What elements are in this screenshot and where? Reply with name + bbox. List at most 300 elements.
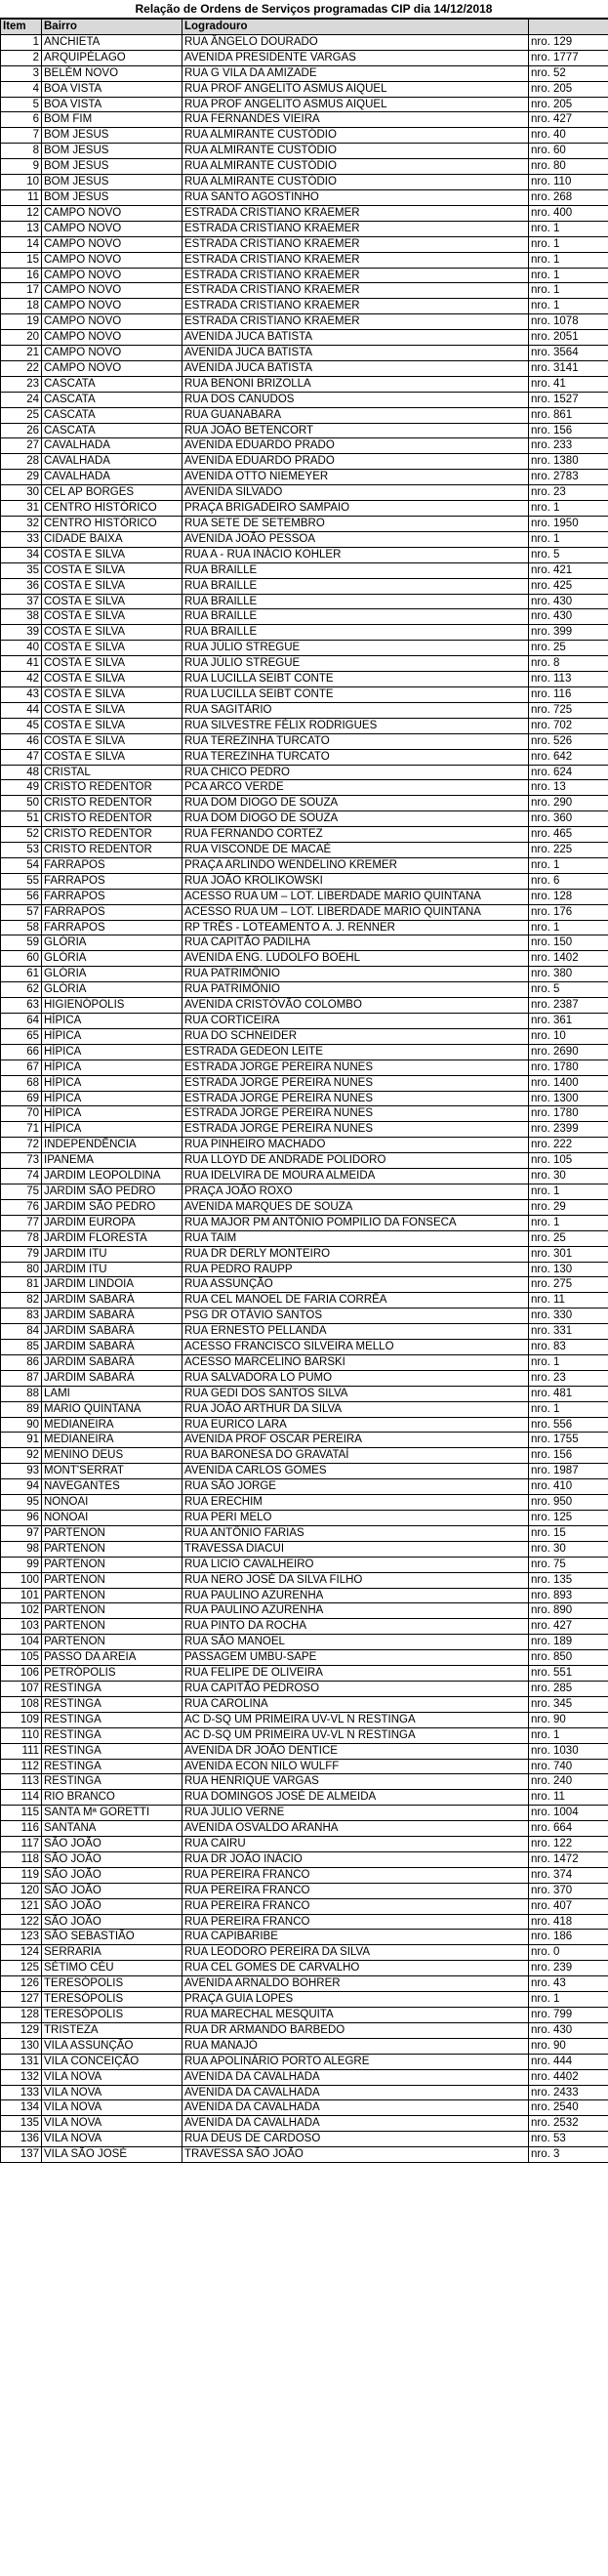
cell-bairro[interactable]: BOM JESUS xyxy=(42,189,182,205)
cell-item[interactable]: 40 xyxy=(1,641,42,656)
cell-item[interactable]: 73 xyxy=(1,1153,42,1169)
cell-numero[interactable]: nro. 0 xyxy=(529,1945,608,1961)
cell-bairro[interactable]: CAVALHADA xyxy=(42,438,182,454)
cell-numero[interactable]: nro. 1755 xyxy=(529,1433,608,1448)
cell-bairro[interactable]: HÍPICA xyxy=(42,1091,182,1106)
header-bairro[interactable]: Bairro xyxy=(42,20,182,35)
cell-bairro[interactable]: HÍPICA xyxy=(42,1106,182,1122)
cell-numero[interactable]: nro. 345 xyxy=(529,1696,608,1712)
cell-bairro[interactable]: SÃO JOÃO xyxy=(42,1851,182,1867)
cell-item[interactable]: 36 xyxy=(1,578,42,594)
cell-bairro[interactable]: VILA ASSUNÇÃO xyxy=(42,2038,182,2054)
cell-item[interactable]: 58 xyxy=(1,920,42,935)
cell-numero[interactable]: nro. 10 xyxy=(529,1028,608,1044)
cell-item[interactable]: 109 xyxy=(1,1712,42,1727)
cell-logradouro[interactable]: RUA ERNESTO PELLANDA xyxy=(182,1324,529,1340)
cell-item[interactable]: 55 xyxy=(1,873,42,889)
cell-numero[interactable]: nro. 1 xyxy=(529,531,608,547)
cell-logradouro[interactable]: AVENIDA ECON NILO WULFF xyxy=(182,1759,529,1774)
cell-bairro[interactable]: CIDADE BAIXA xyxy=(42,531,182,547)
cell-numero[interactable]: nro. 407 xyxy=(529,1898,608,1914)
cell-numero[interactable]: nro. 1 xyxy=(529,252,608,268)
cell-bairro[interactable]: BOA VISTA xyxy=(42,81,182,97)
cell-bairro[interactable]: CENTRO HISTÓRICO xyxy=(42,501,182,517)
cell-numero[interactable]: nro. 83 xyxy=(529,1340,608,1355)
cell-bairro[interactable]: VILA SÃO JOSÉ xyxy=(42,2147,182,2163)
cell-logradouro[interactable]: ACESSO RUA UM – LOT. LIBERDADE MARIO QUINTANA xyxy=(182,889,529,904)
cell-logradouro[interactable]: AVENIDA EDUARDO PRADO xyxy=(182,454,529,470)
cell-logradouro[interactable]: RUA CORTICEIRA xyxy=(182,1014,529,1029)
cell-numero[interactable]: nro. 75 xyxy=(529,1557,608,1572)
cell-item[interactable]: 84 xyxy=(1,1324,42,1340)
cell-bairro[interactable]: MENINO DEUS xyxy=(42,1448,182,1464)
cell-item[interactable]: 41 xyxy=(1,656,42,672)
cell-logradouro[interactable]: RUA DO SCHNEIDER xyxy=(182,1028,529,1044)
cell-logradouro[interactable]: ESTRADA CRISTIANO KRAEMER xyxy=(182,283,529,299)
cell-item[interactable]: 56 xyxy=(1,889,42,904)
cell-numero[interactable]: nro. 225 xyxy=(529,843,608,858)
cell-logradouro[interactable]: ESTRADA JORGE PEREIRA NUNES xyxy=(182,1075,529,1091)
cell-numero[interactable]: nro. 11 xyxy=(529,1293,608,1309)
cell-item[interactable]: 7 xyxy=(1,128,42,144)
cell-bairro[interactable]: GLÓRIA xyxy=(42,982,182,998)
cell-bairro[interactable]: PARTENON xyxy=(42,1635,182,1650)
cell-bairro[interactable]: FARRAPOS xyxy=(42,889,182,904)
cell-logradouro[interactable]: RUA ALMIRANTE CUSTÓDIO xyxy=(182,159,529,175)
cell-logradouro[interactable]: RUA ERECHIM xyxy=(182,1495,529,1511)
cell-numero[interactable]: nro. 3141 xyxy=(529,360,608,376)
cell-item[interactable]: 85 xyxy=(1,1340,42,1355)
cell-logradouro[interactable]: RUA MANAJÓ xyxy=(182,2038,529,2054)
cell-item[interactable]: 112 xyxy=(1,1759,42,1774)
cell-item[interactable]: 72 xyxy=(1,1138,42,1153)
cell-numero[interactable]: nro. 205 xyxy=(529,97,608,112)
cell-logradouro[interactable]: AVENIDA DA CAVALHADA xyxy=(182,2069,529,2085)
cell-item[interactable]: 95 xyxy=(1,1495,42,1511)
cell-bairro[interactable]: TERESÓPOLIS xyxy=(42,1976,182,1992)
cell-numero[interactable]: nro. 2532 xyxy=(529,2116,608,2132)
cell-item[interactable]: 121 xyxy=(1,1898,42,1914)
cell-item[interactable]: 49 xyxy=(1,780,42,796)
cell-logradouro[interactable]: RUA JÚLIO STREGUE xyxy=(182,641,529,656)
cell-item[interactable]: 96 xyxy=(1,1511,42,1526)
cell-bairro[interactable]: COSTA E SILVA xyxy=(42,733,182,749)
cell-logradouro[interactable]: AVENIDA PROF OSCAR PEREIRA xyxy=(182,1433,529,1448)
cell-logradouro[interactable]: RUA PEREIRA FRANCO xyxy=(182,1883,529,1898)
cell-item[interactable]: 75 xyxy=(1,1184,42,1199)
cell-bairro[interactable]: JARDIM SABARÁ xyxy=(42,1340,182,1355)
cell-logradouro[interactable]: RUA APOLINÁRIO PORTO ALEGRE xyxy=(182,2054,529,2069)
cell-bairro[interactable]: RESTINGA xyxy=(42,1727,182,1743)
header-item[interactable]: Item xyxy=(1,20,42,35)
cell-logradouro[interactable]: RUA JÚLIO VERNE xyxy=(182,1806,529,1821)
cell-logradouro[interactable]: ESTRADA CRISTIANO KRAEMER xyxy=(182,299,529,314)
cell-bairro[interactable]: PARTENON xyxy=(42,1603,182,1619)
cell-bairro[interactable]: JARDIM SABARÁ xyxy=(42,1354,182,1370)
cell-numero[interactable]: nro. 2690 xyxy=(529,1044,608,1059)
cell-bairro[interactable]: CASCATA xyxy=(42,407,182,423)
cell-bairro[interactable]: GLÓRIA xyxy=(42,935,182,951)
cell-item[interactable]: 66 xyxy=(1,1044,42,1059)
cell-logradouro[interactable]: RUA CAIRU xyxy=(182,1837,529,1852)
cell-logradouro[interactable]: AVENIDA SILVADO xyxy=(182,485,529,501)
cell-bairro[interactable]: SÃO JOÃO xyxy=(42,1867,182,1883)
cell-item[interactable]: 111 xyxy=(1,1743,42,1759)
cell-item[interactable]: 83 xyxy=(1,1309,42,1324)
cell-bairro[interactable]: HÍPICA xyxy=(42,1075,182,1091)
cell-numero[interactable]: nro. 135 xyxy=(529,1572,608,1588)
cell-logradouro[interactable]: ESTRADA CRISTIANO KRAEMER xyxy=(182,205,529,221)
cell-logradouro[interactable]: RUA G VILA DA AMIZADE xyxy=(182,65,529,81)
cell-item[interactable]: 31 xyxy=(1,501,42,517)
cell-logradouro[interactable]: RUA FELIPE DE OLIVEIRA xyxy=(182,1666,529,1682)
cell-bairro[interactable]: SÃO JOÃO xyxy=(42,1914,182,1930)
cell-logradouro[interactable]: AVENIDA EDUARDO PRADO xyxy=(182,438,529,454)
cell-numero[interactable]: nro. 1950 xyxy=(529,517,608,532)
cell-bairro[interactable]: PARTENON xyxy=(42,1588,182,1603)
cell-bairro[interactable]: COSTA E SILVA xyxy=(42,625,182,641)
cell-numero[interactable]: nro. 13 xyxy=(529,780,608,796)
cell-bairro[interactable]: FARRAPOS xyxy=(42,904,182,920)
cell-numero[interactable]: nro. 129 xyxy=(529,34,608,50)
cell-logradouro[interactable]: RUA LEODORO PEREIRA DA SILVA xyxy=(182,1945,529,1961)
cell-numero[interactable]: nro. 430 xyxy=(529,2022,608,2038)
cell-numero[interactable]: nro. 2051 xyxy=(529,330,608,346)
cell-bairro[interactable]: BOM JESUS xyxy=(42,128,182,144)
cell-numero[interactable]: nro. 2783 xyxy=(529,470,608,485)
cell-numero[interactable]: nro. 285 xyxy=(529,1681,608,1696)
cell-bairro[interactable]: CASCATA xyxy=(42,423,182,438)
cell-logradouro[interactable]: PSG DR OTÁVIO SANTOS xyxy=(182,1309,529,1324)
cell-bairro[interactable]: FARRAPOS xyxy=(42,920,182,935)
cell-numero[interactable]: nro. 526 xyxy=(529,733,608,749)
cell-item[interactable]: 43 xyxy=(1,686,42,702)
cell-item[interactable]: 30 xyxy=(1,485,42,501)
cell-item[interactable]: 63 xyxy=(1,998,42,1014)
cell-item[interactable]: 125 xyxy=(1,1961,42,1976)
cell-item[interactable]: 106 xyxy=(1,1666,42,1682)
cell-item[interactable]: 79 xyxy=(1,1246,42,1262)
cell-item[interactable]: 65 xyxy=(1,1028,42,1044)
cell-bairro[interactable]: CAMPO NOVO xyxy=(42,252,182,268)
cell-numero[interactable]: nro. 481 xyxy=(529,1386,608,1401)
cell-bairro[interactable]: HIGIENÓPOLIS xyxy=(42,998,182,1014)
cell-item[interactable]: 80 xyxy=(1,1262,42,1277)
cell-item[interactable]: 20 xyxy=(1,330,42,346)
cell-logradouro[interactable]: AVENIDA OSVALDO ARANHA xyxy=(182,1821,529,1837)
cell-logradouro[interactable]: RUA LICIO CAVALHEIRO xyxy=(182,1557,529,1572)
cell-numero[interactable]: nro. 156 xyxy=(529,423,608,438)
cell-logradouro[interactable]: RP TRÊS - LOTEAMENTO A. J. RENNER xyxy=(182,920,529,935)
cell-bairro[interactable]: CRISTO REDENTOR xyxy=(42,843,182,858)
cell-bairro[interactable]: JARDIM SABARÁ xyxy=(42,1324,182,1340)
cell-logradouro[interactable]: RUA TEREZINHA TURCATO xyxy=(182,749,529,765)
cell-item[interactable]: 116 xyxy=(1,1821,42,1837)
cell-item[interactable]: 104 xyxy=(1,1635,42,1650)
cell-numero[interactable]: nro. 110 xyxy=(529,175,608,190)
cell-item[interactable]: 46 xyxy=(1,733,42,749)
cell-bairro[interactable]: SÉTIMO CÉU xyxy=(42,1961,182,1976)
cell-item[interactable]: 76 xyxy=(1,1199,42,1215)
cell-logradouro[interactable]: RUA BRAILLE xyxy=(182,594,529,609)
cell-logradouro[interactable]: AVENIDA DA CAVALHADA xyxy=(182,2100,529,2116)
cell-item[interactable]: 69 xyxy=(1,1091,42,1106)
cell-item[interactable]: 24 xyxy=(1,392,42,407)
cell-numero[interactable]: nro. 950 xyxy=(529,1495,608,1511)
cell-numero[interactable]: nro. 301 xyxy=(529,1246,608,1262)
cell-item[interactable]: 68 xyxy=(1,1075,42,1091)
cell-bairro[interactable]: COSTA E SILVA xyxy=(42,686,182,702)
cell-logradouro[interactable]: PRAÇA ARLINDO WENDELINO KREMER xyxy=(182,857,529,873)
cell-bairro[interactable]: CRISTO REDENTOR xyxy=(42,796,182,811)
cell-item[interactable]: 120 xyxy=(1,1883,42,1898)
cell-bairro[interactable]: VILA NOVA xyxy=(42,2100,182,2116)
cell-item[interactable]: 26 xyxy=(1,423,42,438)
cell-numero[interactable]: nro. 239 xyxy=(529,1961,608,1976)
cell-numero[interactable]: nro. 4402 xyxy=(529,2069,608,2085)
cell-item[interactable]: 44 xyxy=(1,702,42,718)
cell-item[interactable]: 118 xyxy=(1,1851,42,1867)
cell-bairro[interactable]: JARDIM FLORESTA xyxy=(42,1230,182,1246)
cell-numero[interactable]: nro. 556 xyxy=(529,1417,608,1433)
cell-bairro[interactable]: HÍPICA xyxy=(42,1059,182,1075)
cell-numero[interactable]: nro. 40 xyxy=(529,128,608,144)
cell-bairro[interactable]: CAMPO NOVO xyxy=(42,346,182,361)
cell-numero[interactable]: nro. 6 xyxy=(529,873,608,889)
cell-item[interactable]: 101 xyxy=(1,1588,42,1603)
cell-bairro[interactable]: CAMPO NOVO xyxy=(42,299,182,314)
cell-item[interactable]: 45 xyxy=(1,718,42,733)
cell-item[interactable]: 91 xyxy=(1,1433,42,1448)
cell-numero[interactable]: nro. 331 xyxy=(529,1324,608,1340)
cell-item[interactable]: 100 xyxy=(1,1572,42,1588)
cell-bairro[interactable]: JARDIM ITU xyxy=(42,1262,182,1277)
cell-item[interactable]: 17 xyxy=(1,283,42,299)
cell-logradouro[interactable]: ACESSO MARCELINO BARSKI xyxy=(182,1354,529,1370)
cell-bairro[interactable]: PARTENON xyxy=(42,1572,182,1588)
cell-logradouro[interactable]: RUA SÃO MANOEL xyxy=(182,1635,529,1650)
cell-item[interactable]: 16 xyxy=(1,268,42,283)
cell-bairro[interactable]: SÃO JOÃO xyxy=(42,1898,182,1914)
cell-numero[interactable]: nro. 116 xyxy=(529,686,608,702)
cell-item[interactable]: 107 xyxy=(1,1681,42,1696)
cell-bairro[interactable]: BOA VISTA xyxy=(42,97,182,112)
cell-bairro[interactable]: GLÓRIA xyxy=(42,967,182,982)
cell-numero[interactable]: nro. 233 xyxy=(529,438,608,454)
cell-item[interactable]: 12 xyxy=(1,205,42,221)
cell-item[interactable]: 14 xyxy=(1,236,42,252)
cell-bairro[interactable]: JARDIM SABARÁ xyxy=(42,1293,182,1309)
cell-numero[interactable]: nro. 399 xyxy=(529,625,608,641)
cell-logradouro[interactable]: RUA CAPITÃO PEDROSO xyxy=(182,1681,529,1696)
cell-logradouro[interactable]: RUA DOM DIOGO DE SOUZA xyxy=(182,811,529,827)
cell-logradouro[interactable]: PRAÇA JOÃO ROXO xyxy=(182,1184,529,1199)
cell-bairro[interactable]: COSTA E SILVA xyxy=(42,641,182,656)
cell-bairro[interactable]: COSTA E SILVA xyxy=(42,672,182,687)
cell-logradouro[interactable]: RUA DEUS DE CARDOSO xyxy=(182,2132,529,2147)
cell-item[interactable]: 4 xyxy=(1,81,42,97)
cell-item[interactable]: 61 xyxy=(1,967,42,982)
cell-item[interactable]: 9 xyxy=(1,159,42,175)
cell-bairro[interactable]: CEL AP BORGES xyxy=(42,485,182,501)
cell-bairro[interactable]: HÍPICA xyxy=(42,1044,182,1059)
cell-numero[interactable]: nro. 122 xyxy=(529,1837,608,1852)
cell-bairro[interactable]: COSTA E SILVA xyxy=(42,594,182,609)
cell-item[interactable]: 98 xyxy=(1,1541,42,1557)
cell-numero[interactable]: nro. 1 xyxy=(529,501,608,517)
cell-item[interactable]: 110 xyxy=(1,1727,42,1743)
cell-numero[interactable]: nro. 427 xyxy=(529,112,608,128)
cell-item[interactable]: 108 xyxy=(1,1696,42,1712)
cell-bairro[interactable]: COSTA E SILVA xyxy=(42,578,182,594)
cell-item[interactable]: 129 xyxy=(1,2022,42,2038)
cell-bairro[interactable]: SÃO JOÃO xyxy=(42,1837,182,1852)
cell-numero[interactable]: nro. 29 xyxy=(529,1199,608,1215)
cell-item[interactable]: 74 xyxy=(1,1169,42,1184)
cell-item[interactable]: 59 xyxy=(1,935,42,951)
cell-numero[interactable]: nro. 1527 xyxy=(529,392,608,407)
cell-logradouro[interactable]: RUA SANTO AGOSTINHO xyxy=(182,189,529,205)
cell-item[interactable]: 89 xyxy=(1,1401,42,1417)
cell-numero[interactable]: nro. 1780 xyxy=(529,1106,608,1122)
cell-numero[interactable]: nro. 1 xyxy=(529,857,608,873)
cell-numero[interactable]: nro. 268 xyxy=(529,189,608,205)
cell-item[interactable]: 102 xyxy=(1,1603,42,1619)
cell-numero[interactable]: nro. 186 xyxy=(529,1930,608,1945)
cell-logradouro[interactable]: TRAVESSA SÃO JOÃO xyxy=(182,2147,529,2163)
cell-numero[interactable]: nro. 1 xyxy=(529,1184,608,1199)
cell-logradouro[interactable]: RUA LUCILLA SEIBT CONTE xyxy=(182,672,529,687)
cell-bairro[interactable]: COSTA E SILVA xyxy=(42,547,182,562)
cell-numero[interactable]: nro. 799 xyxy=(529,2008,608,2023)
cell-item[interactable]: 47 xyxy=(1,749,42,765)
cell-logradouro[interactable]: RUA CHICO PEDRO xyxy=(182,765,529,780)
cell-logradouro[interactable]: AC D-SQ UM PRIMEIRA UV-VL N RESTINGA xyxy=(182,1727,529,1743)
cell-numero[interactable]: nro. 80 xyxy=(529,159,608,175)
cell-logradouro[interactable]: RUA HENRIQUE VARGAS xyxy=(182,1774,529,1790)
cell-bairro[interactable]: PARTENON xyxy=(42,1541,182,1557)
cell-numero[interactable]: nro. 52 xyxy=(529,65,608,81)
cell-numero[interactable]: nro. 130 xyxy=(529,1262,608,1277)
cell-bairro[interactable]: CAMPO NOVO xyxy=(42,205,182,221)
cell-item[interactable]: 77 xyxy=(1,1215,42,1230)
cell-item[interactable]: 13 xyxy=(1,221,42,236)
cell-bairro[interactable]: MONT'SERRAT xyxy=(42,1464,182,1479)
cell-bairro[interactable]: VILA NOVA xyxy=(42,2069,182,2085)
cell-item[interactable]: 70 xyxy=(1,1106,42,1122)
cell-bairro[interactable]: SÃO SEBASTIÃO xyxy=(42,1930,182,1945)
cell-numero[interactable]: nro. 2540 xyxy=(529,2100,608,2116)
cell-item[interactable]: 105 xyxy=(1,1650,42,1666)
cell-bairro[interactable]: JARDIM EUROPA xyxy=(42,1215,182,1230)
cell-logradouro[interactable]: ACESSO FRANCISCO SILVEIRA MELLO xyxy=(182,1340,529,1355)
cell-bairro[interactable]: BOM FIM xyxy=(42,112,182,128)
cell-logradouro[interactable]: RUA DR ARMANDO BARBEDO xyxy=(182,2022,529,2038)
cell-logradouro[interactable]: RUA DR DERLY MONTEIRO xyxy=(182,1246,529,1262)
cell-logradouro[interactable]: RUA ANTÔNIO FARIAS xyxy=(182,1525,529,1541)
cell-numero[interactable]: nro. 90 xyxy=(529,2038,608,2054)
cell-logradouro[interactable]: RUA PROF ANGELITO ASMUS AIQUEL xyxy=(182,81,529,97)
cell-bairro[interactable]: MARIO QUINTANA xyxy=(42,1401,182,1417)
cell-bairro[interactable]: NONOAI xyxy=(42,1495,182,1511)
cell-item[interactable]: 27 xyxy=(1,438,42,454)
cell-numero[interactable]: nro. 53 xyxy=(529,2132,608,2147)
cell-numero[interactable]: nro. 5 xyxy=(529,982,608,998)
cell-item[interactable]: 114 xyxy=(1,1790,42,1806)
cell-numero[interactable]: nro. 430 xyxy=(529,594,608,609)
cell-numero[interactable]: nro. 551 xyxy=(529,1666,608,1682)
cell-logradouro[interactable]: RUA EURICO LARA xyxy=(182,1417,529,1433)
cell-bairro[interactable]: BOM JESUS xyxy=(42,159,182,175)
cell-logradouro[interactable]: AVENIDA CRISTÓVÃO COLOMBO xyxy=(182,998,529,1014)
cell-numero[interactable]: nro. 421 xyxy=(529,562,608,578)
cell-logradouro[interactable]: AVENIDA JOÃO PESSOA xyxy=(182,531,529,547)
cell-logradouro[interactable]: ESTRADA JORGE PEREIRA NUNES xyxy=(182,1091,529,1106)
cell-bairro[interactable]: RIO BRANCO xyxy=(42,1790,182,1806)
cell-item[interactable]: 21 xyxy=(1,346,42,361)
cell-numero[interactable]: nro. 642 xyxy=(529,749,608,765)
cell-logradouro[interactable]: RUA ALMIRANTE CUSTÓDIO xyxy=(182,175,529,190)
cell-item[interactable]: 37 xyxy=(1,594,42,609)
cell-numero[interactable]: nro. 1 xyxy=(529,236,608,252)
cell-item[interactable]: 19 xyxy=(1,314,42,330)
cell-logradouro[interactable]: RUA BRAILLE xyxy=(182,625,529,641)
cell-logradouro[interactable]: RUA DR JOÃO INÁCIO xyxy=(182,1851,529,1867)
cell-item[interactable]: 92 xyxy=(1,1448,42,1464)
cell-bairro[interactable]: CAMPO NOVO xyxy=(42,360,182,376)
cell-logradouro[interactable]: RUA DOMINGOS JOSÉ DE ALMEIDA xyxy=(182,1790,529,1806)
cell-item[interactable]: 86 xyxy=(1,1354,42,1370)
cell-logradouro[interactable]: RUA JOÃO BETENCORT xyxy=(182,423,529,438)
cell-logradouro[interactable]: RUA SETE DE SETEMBRO xyxy=(182,517,529,532)
cell-item[interactable]: 23 xyxy=(1,376,42,392)
cell-numero[interactable]: nro. 430 xyxy=(529,609,608,625)
cell-logradouro[interactable]: ESTRADA JORGE PEREIRA NUNES xyxy=(182,1059,529,1075)
cell-logradouro[interactable]: AVENIDA OTTO NIEMEYER xyxy=(182,470,529,485)
cell-numero[interactable]: nro. 41 xyxy=(529,376,608,392)
cell-numero[interactable]: nro. 1380 xyxy=(529,454,608,470)
cell-bairro[interactable]: ANCHIETA xyxy=(42,34,182,50)
cell-item[interactable]: 137 xyxy=(1,2147,42,2163)
cell-numero[interactable]: nro. 1004 xyxy=(529,1806,608,1821)
cell-logradouro[interactable]: RUA JOÃO ARTHUR DA SILVA xyxy=(182,1401,529,1417)
cell-bairro[interactable]: COSTA E SILVA xyxy=(42,702,182,718)
cell-item[interactable]: 22 xyxy=(1,360,42,376)
cell-bairro[interactable]: SÃO JOÃO xyxy=(42,1883,182,1898)
cell-logradouro[interactable]: RUA MARECHAL MESQUITA xyxy=(182,2008,529,2023)
cell-bairro[interactable]: RESTINGA xyxy=(42,1774,182,1790)
cell-logradouro[interactable]: ESTRADA CRISTIANO KRAEMER xyxy=(182,221,529,236)
cell-numero[interactable]: nro. 850 xyxy=(529,1650,608,1666)
cell-item[interactable]: 128 xyxy=(1,2008,42,2023)
cell-item[interactable]: 93 xyxy=(1,1464,42,1479)
cell-item[interactable]: 113 xyxy=(1,1774,42,1790)
cell-bairro[interactable]: JARDIM LEOPOLDINA xyxy=(42,1169,182,1184)
cell-numero[interactable]: nro. 2433 xyxy=(529,2085,608,2100)
cell-bairro[interactable]: COSTA E SILVA xyxy=(42,656,182,672)
cell-item[interactable]: 103 xyxy=(1,1619,42,1635)
cell-bairro[interactable]: CRISTO REDENTOR xyxy=(42,780,182,796)
cell-logradouro[interactable]: ESTRADA CRISTIANO KRAEMER xyxy=(182,236,529,252)
cell-bairro[interactable]: CASCATA xyxy=(42,376,182,392)
cell-item[interactable]: 50 xyxy=(1,796,42,811)
cell-numero[interactable]: nro. 113 xyxy=(529,672,608,687)
cell-bairro[interactable]: CAMPO NOVO xyxy=(42,268,182,283)
cell-bairro[interactable]: CENTRO HISTÓRICO xyxy=(42,517,182,532)
cell-numero[interactable]: nro. 1472 xyxy=(529,1851,608,1867)
cell-item[interactable]: 42 xyxy=(1,672,42,687)
cell-logradouro[interactable]: RUA TAIM xyxy=(182,1230,529,1246)
